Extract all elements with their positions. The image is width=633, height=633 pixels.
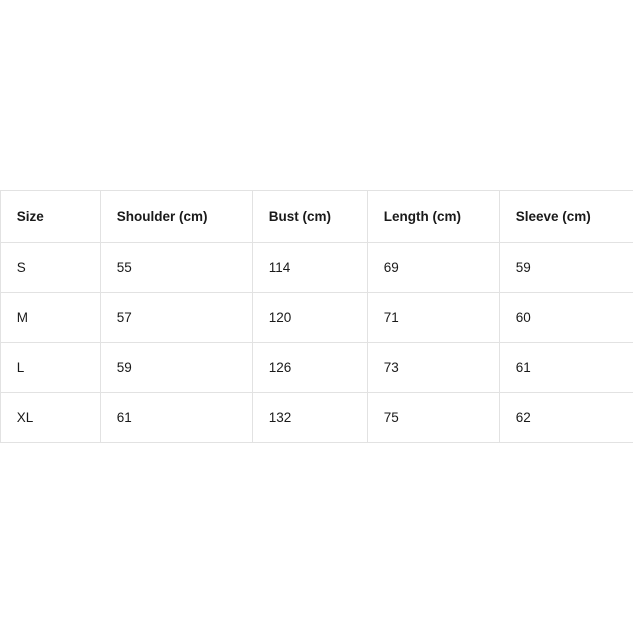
column-header-sleeve: Sleeve (cm) <box>499 191 633 243</box>
cell-sleeve: 60 <box>499 293 633 343</box>
cell-sleeve: 59 <box>499 243 633 293</box>
cell-shoulder: 59 <box>100 343 252 393</box>
column-header-shoulder: Shoulder (cm) <box>100 191 252 243</box>
table-row <box>0 343 633 393</box>
column-header-bust: Bust (cm) <box>252 191 367 243</box>
cell-shoulder: 61 <box>100 393 252 443</box>
table-header <box>0 191 633 243</box>
table-body <box>0 243 633 443</box>
cell-length: 69 <box>367 243 499 293</box>
cell-shoulder: 57 <box>100 293 252 343</box>
table-row <box>0 393 633 443</box>
cell-bust: 120 <box>252 293 367 343</box>
cell-sleeve: 62 <box>499 393 633 443</box>
table-header-row <box>0 191 633 243</box>
cell-bust: 132 <box>252 393 367 443</box>
cell-bust: 114 <box>252 243 367 293</box>
cell-size: S <box>0 243 100 293</box>
cell-size: L <box>0 343 100 393</box>
cell-shoulder: 55 <box>100 243 252 293</box>
cell-length: 71 <box>367 293 499 343</box>
cell-size: XL <box>0 393 100 443</box>
size-chart-table <box>0 190 633 443</box>
table-row <box>0 243 633 293</box>
column-header-size: Size <box>0 191 100 243</box>
table-row <box>0 293 633 343</box>
cell-bust: 126 <box>252 343 367 393</box>
cell-length: 73 <box>367 343 499 393</box>
column-header-length: Length (cm) <box>367 191 499 243</box>
cell-sleeve: 61 <box>499 343 633 393</box>
cell-size: M <box>0 293 100 343</box>
cell-length: 75 <box>367 393 499 443</box>
